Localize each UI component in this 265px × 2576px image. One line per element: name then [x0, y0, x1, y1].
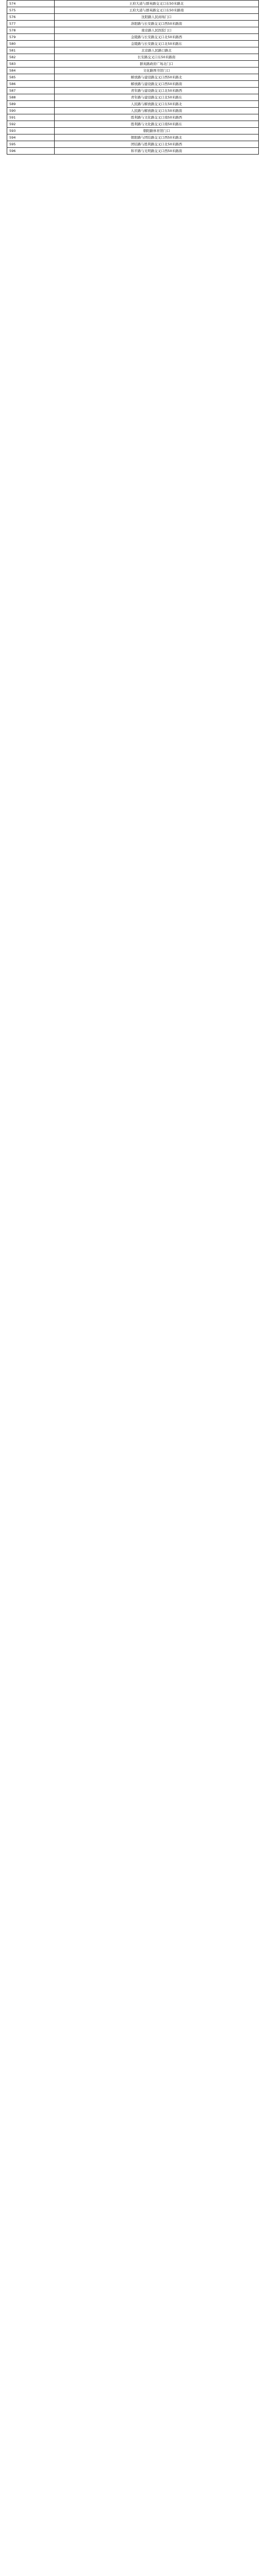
- row-number-cell: 595: [7, 141, 55, 148]
- row-number-cell: 587: [7, 88, 55, 94]
- row-number-cell: 591: [7, 114, 55, 121]
- location-cell: 长安路交叉口东50米路南: [55, 54, 259, 61]
- table-row: [7, 54, 259, 61]
- row-number-cell: 588: [7, 94, 55, 101]
- location-cell: 金陵路与长安路交叉口北50米路东: [55, 41, 259, 47]
- location-cell: 北京路人民路口路北: [55, 47, 259, 54]
- row-number-cell: 589: [7, 101, 55, 108]
- row-number-cell: 596: [7, 148, 55, 155]
- location-cell: 朝阳路体育馆门口: [55, 128, 259, 134]
- location-cell: 胜利路与文化路交叉口南50米路西: [55, 114, 259, 121]
- table-row: [7, 14, 259, 21]
- table-row: [7, 81, 259, 88]
- table-row: [7, 101, 259, 108]
- location-cell: 文化路图书馆门口: [55, 67, 259, 74]
- location-table: [7, 0, 259, 155]
- location-cell: 王府大道与群英路交叉口东50米路北: [55, 1, 259, 7]
- location-cell: 团结路与胜利路交叉口北50米路西: [55, 141, 259, 148]
- row-number-cell: 585: [7, 74, 55, 81]
- table-row: [7, 108, 259, 114]
- table-row: [7, 134, 259, 141]
- table-row: [7, 1, 259, 7]
- row-number-cell: 576: [7, 14, 55, 21]
- location-cell: 青年路与建设路交叉口北50米路东: [55, 94, 259, 101]
- location-cell: 群英路政府广场北门口: [55, 61, 259, 67]
- table-row: [7, 27, 259, 34]
- table-row: [7, 74, 259, 81]
- row-number-cell: 574: [7, 1, 55, 7]
- row-number-cell: 592: [7, 121, 55, 128]
- location-cell: 解放路与建设路交叉口西50米路北: [55, 74, 259, 81]
- location-cell: 朝阳路与团结路交叉口西50米路北: [55, 134, 259, 141]
- row-number-cell: 581: [7, 47, 55, 54]
- location-cell: 金陵路与长安路交叉口北50米路西: [55, 34, 259, 41]
- row-number-cell: 578: [7, 27, 55, 34]
- table-row: [7, 128, 259, 134]
- row-number-cell: 577: [7, 21, 55, 27]
- table-row: [7, 61, 259, 67]
- table-row: [7, 7, 259, 14]
- table-row: [7, 34, 259, 41]
- location-cell: 人民路与解放路交叉口东50米路南: [55, 108, 259, 114]
- table-sheet: [7, 0, 258, 155]
- row-number-cell: 580: [7, 41, 55, 47]
- table-body: [7, 1, 259, 155]
- location-cell: 解放路与建设路交叉口西50米路南: [55, 81, 259, 88]
- row-number-cell: 590: [7, 108, 55, 114]
- table-row: [7, 141, 259, 148]
- row-number-cell: 593: [7, 128, 55, 134]
- table-row: [7, 67, 259, 74]
- location-cell: 青年路与建设路交叉口北50米路西: [55, 88, 259, 94]
- location-cell: 胜利路与文化路交叉口南50米路东: [55, 121, 259, 128]
- table-row: [7, 21, 259, 27]
- location-cell: 王府大道与群英路交叉口东50米路南: [55, 7, 259, 14]
- row-number-cell: 584: [7, 67, 55, 74]
- table-row: [7, 114, 259, 121]
- location-cell: 南京路人民医院门口: [55, 27, 259, 34]
- location-cell: 沈阳路人民商场门口: [55, 14, 259, 21]
- location-cell: 和平路与光明路交叉口西50米路南: [55, 148, 259, 155]
- row-number-cell: 594: [7, 134, 55, 141]
- location-cell: 洛阳路与长安路交叉口西50米路南: [55, 21, 259, 27]
- row-number-cell: 579: [7, 34, 55, 41]
- table-row: [7, 94, 259, 101]
- table-row: [7, 121, 259, 128]
- row-number-cell: 575: [7, 7, 55, 14]
- table-row: [7, 88, 259, 94]
- table-row: [7, 47, 259, 54]
- table-row: [7, 41, 259, 47]
- location-cell: 人民路与解放路交叉口东50米路北: [55, 101, 259, 108]
- row-number-cell: 582: [7, 54, 55, 61]
- row-number-cell: 586: [7, 81, 55, 88]
- table-row: [7, 148, 259, 155]
- row-number-cell: 583: [7, 61, 55, 67]
